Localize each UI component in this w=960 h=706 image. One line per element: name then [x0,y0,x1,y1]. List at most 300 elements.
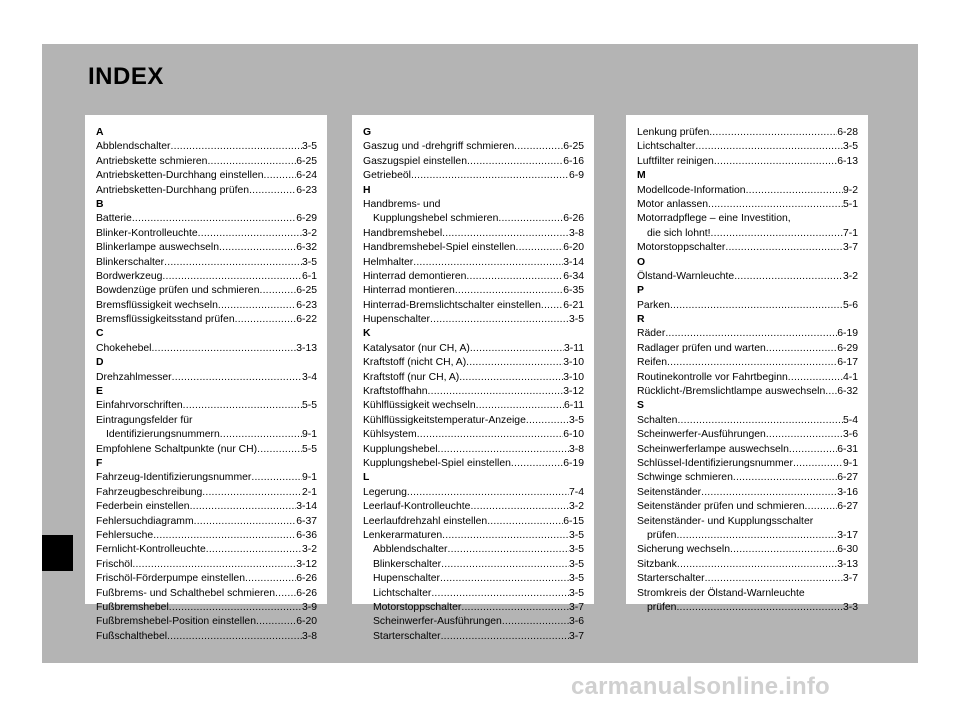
index-entry-page: 9-1 [842,457,858,469]
index-entry [96,371,317,385]
dot-leader [257,443,302,457]
index-letter-heading: R [637,314,645,326]
index-entry-label: Blinkerschalter [96,256,165,268]
index-entry [637,184,858,198]
index-entry-label: Fußschalthebel [96,630,168,642]
dot-leader [709,126,837,140]
index-entry-label: Kühlsystem [363,429,417,441]
index-entry-page: 6-22 [296,314,317,326]
index-entry-label: Handbrems- und [363,198,441,210]
index-entry [96,342,317,356]
index-entry-page: 3-13 [296,342,317,354]
index-entry-label: Chokehebel [96,342,152,354]
index-entry [363,558,584,572]
dot-leader [725,241,843,255]
index-letter-heading: C [96,328,104,340]
dot-leader [511,457,563,471]
index-entry-page: 3-12 [563,386,584,398]
dot-leader [467,155,563,169]
dot-leader [407,486,569,500]
index-entry-page: 6-27 [837,472,858,484]
index-entry-page: 3-5 [568,314,584,326]
index-entry-label: Schlüssel-Identifizierungsnummer [637,457,793,469]
dot-leader [275,587,296,601]
index-entry-label: Schwinge schmieren [637,472,733,484]
index-entry [363,457,584,471]
index-entry-page: 6-9 [568,170,584,182]
dot-leader [711,227,843,241]
dot-leader [498,212,563,226]
index-entry-page: 9-1 [301,472,317,484]
index-entry [363,140,584,154]
index-entry [363,500,584,514]
index-entry [637,155,858,169]
dot-leader [206,543,302,557]
dot-leader [676,601,843,615]
index-entry [363,615,584,629]
index-entry-page: 6-23 [296,299,317,311]
index-entry-label: Lichtschalter [637,141,696,153]
index-entry-page: 3-5 [568,587,584,599]
index-entry-page: 7-4 [568,486,584,498]
index-entry-page: 6-29 [296,213,317,225]
dot-leader [183,399,302,413]
index-entry-page: 3-7 [568,601,584,613]
index-entry [96,558,317,572]
index-entry-page: 3-5 [568,544,584,556]
dot-leader [162,270,302,284]
index-entry [637,126,858,140]
dot-leader [438,443,569,457]
index-letter-heading: B [96,198,104,210]
dot-leader [256,615,296,629]
index-column-3 [626,115,868,613]
index-entry-label: Fernlicht-Kontrolleuchte [96,544,206,556]
index-entry-label: Sitzbank [637,558,677,570]
index-entry-label: Parken [637,299,670,311]
index-entry-label: Lenkerarmaturen [363,529,443,541]
index-entry-page: 3-8 [568,443,584,455]
index-entry-page: 9-1 [301,429,317,441]
index-entry [363,486,584,500]
index-entry-label: prüfen [647,601,677,613]
index-entry-page: 5-5 [301,400,317,412]
dot-leader [448,543,569,557]
dot-leader [793,457,843,471]
index-entry [96,256,317,270]
index-entry-label: Seitenständer- und Kupplungsschalter [637,515,814,527]
dot-leader [470,500,569,514]
index-letter-heading: H [363,184,371,196]
index-entry [637,543,858,557]
index-entry [637,529,858,543]
index-entry-page: 3-5 [568,414,584,426]
index-entry-page: 3-6 [842,429,858,441]
index-entry [363,385,584,399]
index-entry-label: Hinterrad-Bremslichtschalter einstellen [363,299,541,311]
dot-leader [235,313,297,327]
dot-leader [705,572,843,586]
dot-leader [789,443,837,457]
index-entry-page: 3-17 [837,529,858,541]
index-entry [96,428,317,442]
index-entry-label: Katalysator (nur CH, A) [363,342,470,354]
index-entry-page: 3-3 [842,601,858,613]
index-entry [96,155,317,169]
index-entry-label: Starterschalter [373,630,441,642]
index-entry [637,241,858,255]
index-entry-page: 6-26 [296,573,317,585]
dot-leader [194,515,297,529]
index-entry [96,572,317,586]
index-entry-label: die sich lohnt! [647,227,711,239]
index-letter-heading: K [363,328,371,340]
dot-leader [442,529,569,543]
index-entry-label: Seitenständer [637,486,702,498]
index-entry-page: 9-2 [842,184,858,196]
index-entry-page: 6-15 [563,515,584,527]
index-entry [96,299,317,313]
index-entry-label: Scheinwerferlampe auswechseln [637,443,789,455]
dot-leader [695,140,843,154]
index-entry-label: Lichtschalter [373,587,432,599]
index-entry-page: 3-5 [568,573,584,585]
index-letter-heading: M [637,170,646,182]
dot-leader [502,615,569,629]
index-entry-label: Fußbremshebel-Position einstellen [96,616,256,628]
index-entry-label: Bordwerkzeug [96,270,163,282]
index-entry [637,443,858,457]
dot-leader [441,558,569,572]
index-entry [637,486,858,500]
index-entry-page: 3-14 [563,256,584,268]
dot-leader [714,155,837,169]
index-letter-heading: S [637,400,644,412]
index-letter-heading: L [363,472,370,484]
index-entry-label: Blinkerlampe auswechseln [96,242,220,254]
index-entry [363,155,584,169]
index-entry-label: Getriebeöl [363,170,411,182]
index-entry-page: 6-37 [296,515,317,527]
index-entry [637,342,858,356]
index-entry-page: 3-13 [837,558,858,570]
index-entry-label: Schalten [637,414,678,426]
index-entry-page: 3-5 [568,558,584,570]
dot-leader [151,342,296,356]
index-entry [96,601,317,615]
index-letter-heading: E [96,386,103,398]
index-entry-label: Drehzahlmesser [96,371,172,383]
index-entry-page: 6-20 [296,616,317,628]
index-entry [96,313,317,327]
dot-leader [766,342,837,356]
index-entry [363,270,584,284]
index-entry-label: Starterschalter [637,573,705,585]
dot-leader [207,155,296,169]
index-entry-page: 3-2 [568,501,584,513]
dot-leader [202,486,302,500]
index-entry-label: Motorstoppschalter [637,242,726,254]
index-entry-label: Luftfilter reinigen [637,155,714,167]
dot-leader [249,184,296,198]
index-entry-label: Scheinwerfer-Ausführungen [373,616,502,628]
dot-leader [428,385,564,399]
dot-leader [708,198,843,212]
index-entry [363,630,584,644]
dot-leader [677,414,843,428]
index-entry-page: 5-1 [842,198,858,210]
index-entry [363,572,584,586]
dot-leader [526,414,569,428]
index-entry [96,227,317,241]
index-entry [363,169,584,183]
index-entry-page: 3-9 [301,601,317,613]
index-entry-label: Radlager prüfen und warten [637,342,766,354]
index-entry-page: 6-31 [837,443,858,455]
index-entry [363,299,584,313]
index-entry-label: Stromkreis der Ölstand-Warnleuchte [637,587,805,599]
index-entry [96,399,317,413]
watermark: carmanualsonline.info [571,673,830,700]
index-entry [96,630,317,644]
index-entry [363,443,584,457]
index-entry [637,471,858,485]
index-entry-page: 3-7 [842,242,858,254]
index-entry-label: Hupenschalter [373,573,441,585]
index-letter-heading: P [637,285,644,297]
index-column-1 [85,115,327,642]
index-entry [637,299,858,313]
dot-leader [466,270,563,284]
dot-leader [441,630,569,644]
index-entry-label: Motorradpflege – eine Investition, [637,213,791,225]
index-entry-label: Motor anlassen [637,198,709,210]
index-entry-label: prüfen [647,529,677,541]
index-entry [637,457,858,471]
dot-leader [746,184,843,198]
index-entry-label: Empfohlene Schaltpunkte (nur CH) [96,443,258,455]
index-entry [96,169,317,183]
index-entry [363,284,584,298]
index-entry [637,198,858,212]
index-entry [363,543,584,557]
index-entry-page: 3-16 [837,486,858,498]
index-entry-page: 6-32 [296,242,317,254]
index-entry-label: Räder [637,328,666,340]
index-entry-label: Fehlersuche [96,529,154,541]
dot-leader [825,385,837,399]
index-entry [637,371,858,385]
index-entry-label: Handbremshebel-Spiel einstellen [363,242,516,254]
index-entry-page: 6-20 [563,242,584,254]
index-entry-label: Kraftstoff (nur CH, A) [363,371,460,383]
index-entry [363,356,584,370]
index-entry-label: Kupplungshebel [363,443,438,455]
index-entry-label: Hupenschalter [363,314,431,326]
index-entry [96,615,317,629]
index-entry [637,601,858,615]
index-entry-page: 3-12 [296,558,317,570]
dot-leader [430,313,569,327]
index-letter-heading: F [96,457,103,469]
chapter-tab [42,535,73,571]
dot-leader [167,630,302,644]
dot-leader [417,428,563,442]
index-entry-page: 5-5 [301,443,317,455]
dot-leader [701,486,837,500]
index-entry [96,443,317,457]
index-letter-heading: D [96,357,104,369]
index-entry [96,184,317,198]
index-entry-page: 3-10 [563,357,584,369]
index-entry-page: 3-8 [568,227,584,239]
dot-leader [514,140,563,154]
index-entry-label: Leerlaufdrehzahl einstellen [363,515,488,527]
dot-leader [788,371,843,385]
index-entry-label: Fahrzeug-Identifizierungsnummer [96,472,252,484]
index-entry-label: Scheinwerfer-Ausführungen [637,429,766,441]
dot-leader [190,500,297,514]
index-entry [363,227,584,241]
index-entry-page: 6-16 [563,155,584,167]
index-entry-page: 6-26 [296,587,317,599]
index-entry [637,558,858,572]
index-entry-label: Fußbremshebel [96,601,169,613]
dot-leader [164,256,302,270]
index-entry-label: Antriebsketten-Durchhang prüfen [96,184,250,196]
index-entry [96,284,317,298]
index-letter-heading: A [96,127,104,138]
dot-leader [730,543,837,557]
index-entry-label: Leerlauf-Kontrolleuchte [363,501,471,513]
index-letter-heading: O [637,256,646,268]
index-entry-page: 3-5 [842,141,858,153]
dot-leader [455,284,563,298]
index-entry [363,241,584,255]
index-entry-label: Modellcode-Information [637,184,746,196]
index-entry [363,313,584,327]
index-entry-page: 3-11 [563,342,584,354]
dot-leader [442,227,569,241]
index-entry-label: Bremsflüssigkeitsstand prüfen [96,314,235,326]
index-entry-label: Kraftstoffhahn [363,386,428,398]
index-entry-page: 3-5 [568,529,584,541]
dot-leader [132,212,296,226]
dot-leader [470,342,564,356]
dot-leader [676,529,837,543]
index-entry [363,428,584,442]
index-entry [96,515,317,529]
index-entry [363,587,584,601]
index-entry-page: 6-25 [563,141,584,153]
index-entry [363,399,584,413]
index-entry-page: 3-2 [301,227,317,239]
index-entry-page: 3-8 [301,630,317,642]
index-entry [96,270,317,284]
index-entry-label: Kraftstoff (nicht CH, A) [363,357,467,369]
index-entry-page: 7-1 [842,227,858,239]
dot-leader [805,500,838,514]
index-entry-label: Fußbrems- und Schalthebel schmieren [96,587,276,599]
index-entry-page: 6-24 [296,170,317,182]
index-entry-page: 6-23 [296,184,317,196]
index-entry-page: 3-10 [563,371,584,383]
index-entry [637,414,858,428]
index-entry [363,529,584,543]
index-entry-label: Rücklicht-/Bremslichtlampe auswechseln [637,386,826,398]
index-entry-page: 6-25 [296,155,317,167]
index-entry-label: Helmhalter [363,256,414,268]
index-entry-page: 3-2 [842,270,858,282]
index-entry-label: Motorstoppschalter [373,601,462,613]
dot-leader [171,140,302,154]
index-entry-page: 6-34 [563,270,584,282]
index-entry-label: Gaszugspiel einstellen [363,155,467,167]
dot-leader [461,601,569,615]
index-entry [637,428,858,442]
index-entry-label: Routinekontrolle vor Fahrtbeginn [637,371,788,383]
index-entry [637,140,858,154]
dot-leader [487,515,563,529]
index-entry [96,529,317,543]
index-entry-page: 6-26 [563,213,584,225]
index-entry-page: 3-14 [296,501,317,513]
dot-leader [431,587,569,601]
index-entry-label: Kupplungshebel-Spiel einstellen [363,457,511,469]
index-entry-page: 6-27 [837,501,858,513]
dot-leader [220,428,302,442]
index-entry-label: Eintragungsfelder für [96,414,193,426]
index-entry-label: Bremsflüssigkeit wechseln [96,299,218,311]
index-entry-page: 3-5 [301,256,317,268]
index-entry-page: 3-6 [568,616,584,628]
index-entry [637,270,858,284]
index-entry-page: 6-30 [837,544,858,556]
dot-leader [733,471,837,485]
index-entry-label: Frischöl-Förderpumpe einstellen [96,573,245,585]
index-entry-label: Batterie [96,213,132,225]
index-entry [637,227,858,241]
index-entry-label: Federbein einstellen [96,501,190,513]
dot-leader [198,227,302,241]
index-entry-label: Sicherung wechseln [637,544,730,556]
index-entry-page: 6-28 [837,127,858,138]
index-entry [363,601,584,615]
index-entry [363,212,584,226]
dot-leader [411,169,569,183]
index-entry-label: Blinkerschalter [373,558,442,570]
index-entry-label: Ölstand-Warnleuchte [637,270,735,282]
index-entry [96,212,317,226]
index-entry-page: 6-19 [837,328,858,340]
index-entry [363,414,584,428]
index-entry [363,371,584,385]
dot-leader [245,572,296,586]
dot-leader [734,270,843,284]
index-entry [637,500,858,514]
dot-leader [667,356,837,370]
dot-leader [264,169,297,183]
index-entry-label: Einfahrvorschriften [96,400,183,412]
index-entry-page: 6-36 [296,529,317,541]
manual-page [42,44,918,663]
dot-leader [218,299,296,313]
index-entry-page: 5-6 [842,299,858,311]
dot-leader [251,471,302,485]
index-entry-page: 6-17 [837,357,858,369]
dot-leader [413,256,563,270]
index-column-2 [352,115,594,642]
